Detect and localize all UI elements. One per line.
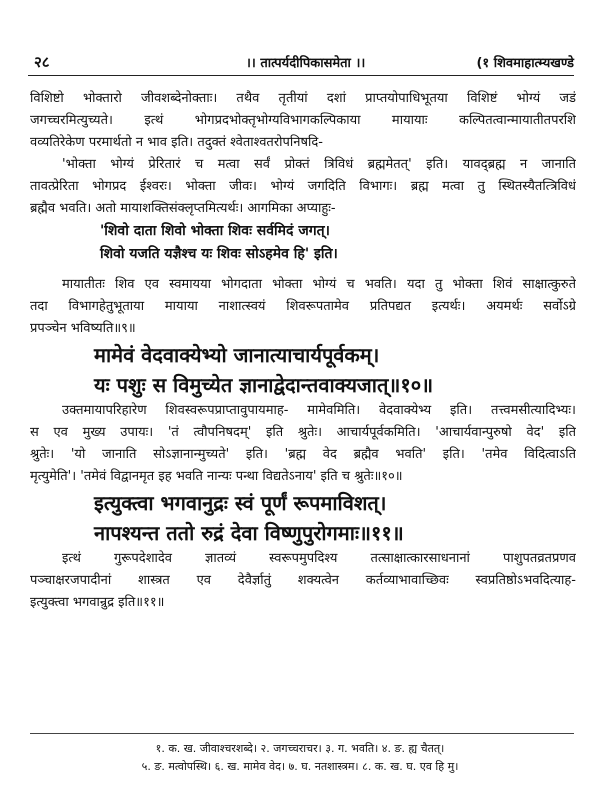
commentary-line: वव्यतिरेकेण परमार्थतो न भाव इति। तदुक्तं श्वेताश्वतरोपनिषदि- <box>30 135 323 150</box>
commentary-line: इत्युक्त्वा भगवान्रुद्र इति॥११॥ <box>30 595 165 610</box>
commentary-line: पञ्चाक्षरजपादीनां शास्त्रत एव देवैर्ज्ञातुं शक्यत्वेन कर्तव्याभावाच्छिवः स्वप्रतिष्ठोऽभवदित्याह- <box>30 573 576 588</box>
verse-line: यः पशुः स विमुच्येत ज्ञानाद्वेदान्तवाक्यजात्॥१०॥ <box>94 373 434 397</box>
commentary-line: विशिष्टो भोक्तारो जीवशब्देनोक्ताः। तथैव तृतीयां दशां प्राप्तयोपाधिभूतया विशिष्टं भोग्यं जडं <box>30 91 576 106</box>
running-title: ।। तात्पर्यदीपिकासमेता ।। <box>246 56 366 71</box>
quoted-verse-line: 'शिवो दाता शिवो भोक्ता शिवः सर्वमिदं जगत्। <box>100 223 330 239</box>
footnote-line: ५. ङ. मत्वोपस्थि। ६. ख. मामेव वेद। ७. घ. नतशास्त्रम। ८. क. ख. घ. एव हि मु। <box>141 760 459 773</box>
commentary-line: प्रपञ्चेन भविष्यति॥९॥ <box>30 321 136 336</box>
footnote-rule <box>30 733 574 734</box>
commentary-line: तदा विभागहेतुभूताया मायाया नाशात्स्वयं शिवरूपतामेव प्रतिपद्यत इत्यर्थः। अयमर्थः सर्वोऽग्रे <box>30 299 576 314</box>
page-header <box>28 52 574 74</box>
quoted-verse-line: शिवो यजति यज्ञैश्च यः शिवः सोऽहमेव हि' इति। <box>100 246 338 262</box>
commentary-line: श्रुतेः। 'यो जानाति सोऽज्ञानान्मुच्यते' इति। 'ब्रह्म वेद ब्रह्मैव भवति' इति। 'तमेव विदित्वाऽति <box>30 447 576 462</box>
section-title: (१ शिवमाहात्म्यखण्डे <box>476 56 574 71</box>
verse-line: इत्युक्त्वा भगवानुद्रः स्वं पूर्णं रूपमाविशत्। <box>94 491 387 515</box>
header-rule <box>28 75 574 76</box>
commentary-line: 'भोक्ता भोग्यं प्रेरितारं च मत्वा सर्वं प्रोक्तं त्रिविधं ब्रह्ममेतत्' इति। यावद्ब्रह्म न जानाति <box>62 157 576 172</box>
verse-line: मामेवं वेदवाक्येभ्यो जानात्याचार्यपूर्वकम्। <box>94 343 380 367</box>
commentary-line: मृत्युमेति'। 'तमेवं विद्वानमृत इह भवति नान्यः पन्था विद्यतेऽनाय' इति च श्रुतेः॥१०॥ <box>30 469 403 484</box>
commentary-line: ब्रह्मैव भवति। अतो मायाशक्तिसंक्लृप्तमित्यर्थः। आगमिका अप्याहुः- <box>30 201 336 216</box>
commentary-line: जगच्चरमित्युच्यते। इत्थं भोगप्रदभोक्तृभोग्यविभागकल्पिकाया मायायाः कल्पितत्वान्मायातीतपरशि <box>30 113 576 128</box>
commentary-line: उक्तमायापरिहारेण शिवस्वरूपप्राप्तावुपायमाह- मामेवमिति। वेदवाक्येभ्य इति। तत्त्वमसीत्यादिभ्यः। <box>62 403 576 418</box>
verse-line: नापश्यन्त ततो रुद्रं देवा विष्णुपुरोगमाः॥११॥ <box>94 521 404 545</box>
page-number: २८ <box>34 53 50 71</box>
spacer <box>30 266 576 274</box>
commentary-line: मायातीतः शिव एव स्वमायया भोगदाता भोक्ता भोग्यं च भवति। यदा तु भोक्ता शिवं साक्षात्कुरुते <box>62 277 576 292</box>
commentary-line: स एव मुख्य उपायः। 'तं त्वौपनिषदम्' इति श्रुतेः। आचार्यपूर्वकमिति। 'आचार्यवान्पुरुषो वेद' इति <box>30 425 576 440</box>
commentary-line: इत्थं गुरूपदेशादेव ज्ञातव्यं स्वरूपमुपदिश्य तत्साक्षात्कारसाधनानां पाशुपतव्रतप्रणव <box>62 551 576 566</box>
footnotes <box>0 740 600 776</box>
main-text <box>30 88 576 614</box>
commentary-line: तावत्प्रेरिता भोगप्रद ईश्वरः। भोक्ता जीवः। भोग्यं जगदिति विभागः। ब्रह्म मत्वा तु स्थितस्यैतत्त्रिविधं <box>30 179 576 194</box>
footnote-line: १. क. ख. जीवाश्चरशब्दे। २. जगच्चराचर। ३. ग. भवति। ४. ङ. ह्य चैतत्। <box>155 742 445 755</box>
